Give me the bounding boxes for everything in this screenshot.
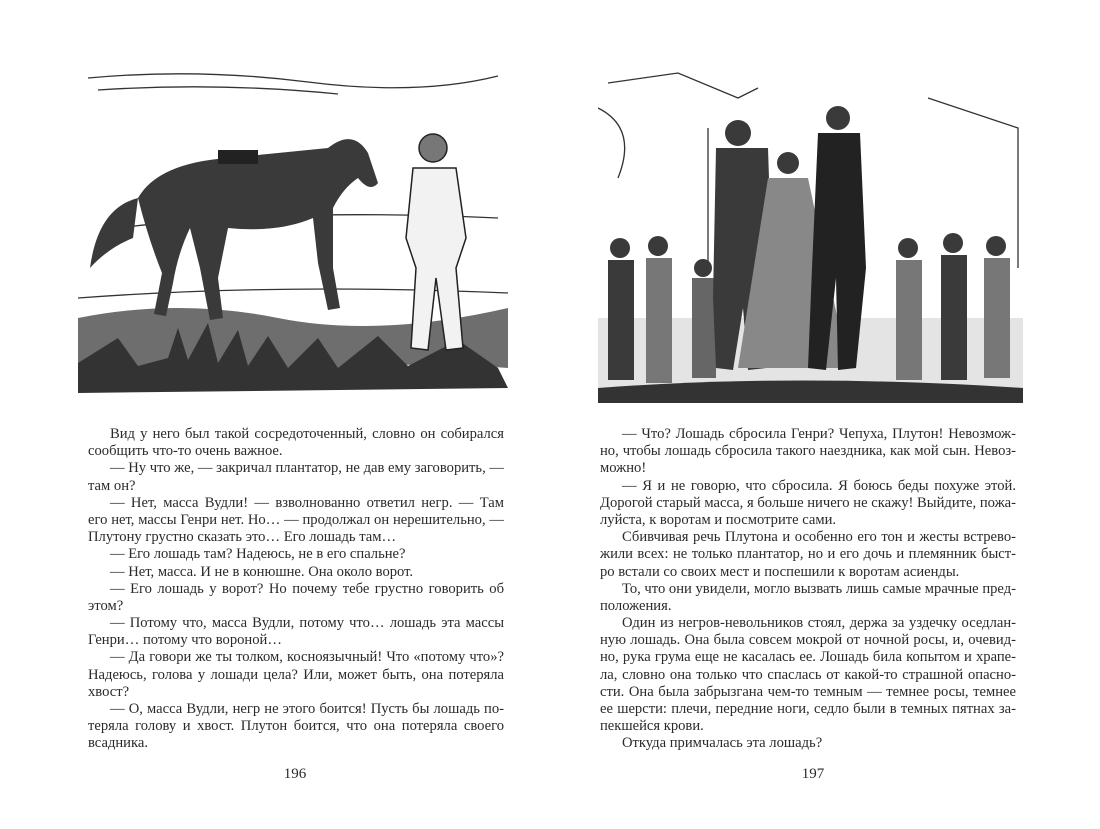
text-line: ла, словно она только что спаслась от какой-то страшной опасно- <box>600 666 1016 683</box>
text-line: ее шерсти: плечи, передние ноги, седло были в темных пятнах за- <box>600 701 1016 717</box>
text-line: жили всех: не только плантатор, но и его дочь и племянник быст- <box>600 546 1016 563</box>
text-line: там он? <box>88 477 136 494</box>
text-line: этом? <box>88 597 124 614</box>
text-line: положения. <box>600 597 672 614</box>
text-line: хвост? <box>88 683 130 700</box>
text-line: ную лошадь. Она была совсем мокрой от ночной росы, и, очевид- <box>600 632 1016 649</box>
illustration-horse-and-groom <box>78 68 508 398</box>
groom-figure <box>406 134 466 350</box>
text-line: — Потому что, масса Вудли, потому что… лошадь эта массы <box>110 615 504 632</box>
right-page <box>550 0 1100 829</box>
text-line: Вид у него был такой сосредоточенный, словно он собирался <box>110 426 504 442</box>
text-line: — Нет, масса. И не в конюшне. Она около ворот. <box>110 563 414 580</box>
text-line: всадника. <box>88 735 148 752</box>
text-line: — Его лошадь у ворот? Но почему тебе грустно говорить об <box>110 580 504 597</box>
text-line: его нет, массы Генри нет. Но… — продолжал он нерешительно, — <box>88 511 504 528</box>
right-page-text <box>600 426 1016 753</box>
text-line: — О, масса Вудли, негр не этого боится! Пусть бы лошадь по- <box>110 701 504 717</box>
page-number: 197 <box>801 766 825 782</box>
text-line: — Что? Лошадь сбросила Генри? Чепуха, Плутон! Невозмож- <box>622 426 1016 442</box>
text-line: То, что они увидели, могло вызвать лишь самые мрачные пред- <box>622 580 1016 597</box>
text-line: но, рука грума еще не касалась ее. Лошадь била копытом и храпе- <box>600 649 1016 666</box>
text-line: ро встали со своих мест и поспешили к воротам асиенды. <box>600 563 960 580</box>
text-line: Один из негров-невольников стоял, держа за уздечку оседлан- <box>622 615 1016 632</box>
text-line: можно! <box>600 460 647 477</box>
text-line: луйста, к воротам и посмотрите сами. <box>600 511 837 528</box>
text-line: — Его лошадь там? Надеюсь, не в его спальне? <box>110 546 406 563</box>
text-line: — Да говори же ты толком, косноязычный! Что «потому что»? <box>110 649 504 666</box>
text-line: Сбивчивая речь Плутона и особенно его тон и жесты встрево- <box>622 529 1016 546</box>
text-line: — Ну что же, — закричал плантатор, не дав ему заговорить, — <box>110 460 504 477</box>
text-line: — Я и не говорю, что сбросила. Я боюсь беды похуже этой. <box>622 477 1016 494</box>
text-line: Откуда примчалась эта лошадь? <box>622 735 823 752</box>
text-line: Генри… потому что вороной… <box>88 632 282 649</box>
text-line: — Нет, масса Вудли! — взволнованно ответил негр. — Там <box>110 494 504 511</box>
text-line: Надеюсь, голова у лошади цела? Или, может быть, она потеряла <box>88 666 504 683</box>
text-line: теряла голову и хвост. Плутон боится, что она потеряла своего <box>88 718 504 735</box>
text-line: пекшейся крови. <box>600 718 704 735</box>
horse-figure <box>90 139 378 320</box>
page-number: 196 <box>283 766 307 782</box>
text-line: Плутону грустно сказать это… Его лошадь там… <box>88 529 397 546</box>
left-page-text <box>88 426 504 753</box>
text-line: сообщить что-то очень важное. <box>88 443 283 460</box>
text-line: сти. Она была забрызгана чем-то темным — темнее росы, темнее <box>600 683 1016 700</box>
illustration-crowd-at-gates <box>598 68 1023 408</box>
text-line: но, чтобы лошадь сбросила такого наездника, как мой сын. Невоз- <box>600 443 1016 460</box>
crowd-figures <box>608 106 1010 383</box>
text-line: Дорогой старый масса, я больше ничего не скажу! Выйдите, пожа- <box>600 494 1016 511</box>
